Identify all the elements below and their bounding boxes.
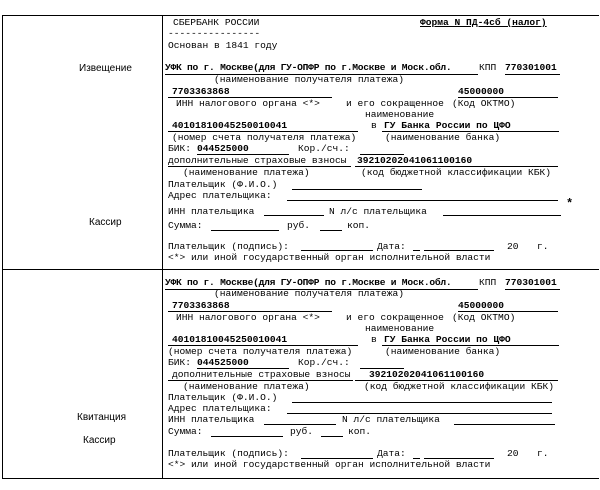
payer-inn-label: ИНН плательщика — [168, 206, 255, 217]
bik-value: 044525000 — [197, 143, 249, 154]
payer-name-field[interactable] — [292, 189, 422, 190]
oktmo-value: 45000000 — [458, 86, 505, 97]
receipt-label: Квитанция — [77, 412, 127, 423]
kor-label: Кор./сч.: — [298, 143, 350, 154]
bik-value-2: 044525000 — [197, 357, 249, 368]
address-field[interactable] — [287, 200, 558, 201]
inn-value-2: 7703363868 — [172, 300, 230, 311]
oktmo-value-2: 45000000 — [458, 300, 505, 311]
bank-caption: (наименование банка) — [385, 132, 501, 143]
short-name-caption: и его сокращенное — [346, 98, 444, 109]
rub-label: руб. — [287, 220, 311, 231]
payer-inn-label-2: ИНН плательщика — [168, 414, 255, 425]
address-label: Адрес плательщика: — [168, 190, 272, 201]
recipient-caption: (наименование получателя платежа) — [214, 74, 404, 85]
account-value: 40101810045250010041 — [172, 120, 288, 131]
frame-divider — [2, 269, 599, 270]
account-caption: (номер счета получателя платежа) — [172, 132, 357, 143]
cashier-top-label: Кассир — [89, 217, 122, 228]
in-label: в — [371, 120, 377, 131]
ls-label: N л/с плательщика — [329, 206, 427, 217]
ls-field-2[interactable] — [454, 424, 555, 425]
oktmo-caption-2: (Код ОКТМО) — [452, 312, 516, 323]
date-day-field[interactable] — [413, 250, 420, 251]
frame-top — [2, 15, 599, 16]
recipient-caption-2: (наименование получателя платежа) — [214, 288, 404, 299]
payment-name: дополнительные страховые взносы — [168, 155, 347, 166]
kpp-value-2: 770301001 — [505, 277, 557, 288]
oktmo-caption: (Код ОКТМО) — [452, 98, 516, 109]
year-suffix-2: г. — [537, 448, 549, 459]
year-suffix: г. — [537, 241, 549, 252]
payer-inn-field-2[interactable] — [264, 424, 336, 425]
kbk-caption-2: (код бюджетной классификации КБК) — [364, 381, 554, 392]
kpp-label: КПП — [479, 62, 497, 73]
signature-label: Плательщик (подпись): — [168, 241, 289, 252]
payment-caption: (наименование платежа) — [183, 167, 310, 178]
founded-text: Основан в 1841 году — [168, 40, 278, 51]
short-name-caption-b2: наименование — [365, 323, 435, 334]
payment-name-2: дополнительные страховые взносы — [172, 369, 351, 380]
kpp-underline — [505, 74, 560, 75]
signature-label-2: Плательщик (подпись): — [168, 448, 289, 459]
sum-label: Сумма: — [168, 220, 203, 231]
payer-name-field-2[interactable] — [292, 402, 552, 403]
bank-caption-2: (наименование банка) — [385, 346, 501, 357]
in-label-2: в — [371, 334, 377, 345]
payer-inn-field[interactable] — [264, 215, 324, 216]
short-name-caption-2: наименование — [365, 109, 435, 120]
inn-value: 7703363868 — [172, 86, 230, 97]
recipient-name: УФК по г. Москве(для ГУ-ОПФР по г.Москве и Моск.обл. — [165, 62, 452, 73]
star-mark: * — [566, 197, 574, 211]
inn-caption-2: ИНН налогового органа <*> — [176, 312, 320, 323]
sum-label-2: Сумма: — [168, 426, 203, 437]
cashier-bottom-label: Кассир — [83, 435, 116, 446]
kbk-caption: (код бюджетной классификации КБК) — [361, 167, 551, 178]
sum-rub-field-2[interactable] — [211, 436, 283, 437]
bik-label-2: БИК: — [168, 357, 192, 368]
kpp-value: 770301001 — [505, 62, 557, 73]
bank-value: ГУ Банка России по ЦФО — [384, 120, 511, 131]
frame-left — [2, 15, 3, 479]
sum-kop-field[interactable] — [320, 230, 342, 231]
rub-label-2: руб. — [290, 426, 314, 437]
frame-mid — [162, 15, 163, 479]
bank-value-2: ГУ Банка России по ЦФО — [384, 334, 511, 345]
kop-label: коп. — [347, 220, 371, 231]
bank-dashes: ---------------- — [168, 28, 261, 39]
footnote-2: <*> или иной государственный орган исполнительной власти — [168, 459, 491, 470]
date-label-2: Дата: — [377, 448, 406, 459]
sum-kop-field-2[interactable] — [321, 436, 343, 437]
account-value-2: 40101810045250010041 — [172, 334, 288, 345]
date-month-field[interactable] — [424, 250, 494, 251]
ls-field[interactable] — [443, 215, 561, 216]
bik-label: БИК: — [168, 143, 192, 154]
frame-bottom — [2, 478, 599, 479]
year-label: 20 — [507, 241, 519, 252]
signature-field[interactable] — [301, 250, 373, 251]
inn-caption: ИНН налогового органа <*> — [176, 98, 320, 109]
bank-name: СБЕРБАНК РОССИИ — [173, 17, 260, 28]
footnote: <*> или иной государственный орган исполнительной власти — [168, 252, 491, 263]
payer-label-2: Плательщик (Ф.И.О.) — [168, 392, 278, 403]
notice-label: Извещение — [79, 63, 132, 74]
kop-label-2: коп. — [348, 426, 372, 437]
kbk-value: 39210202041061100160 — [357, 155, 473, 166]
sum-rub-field[interactable] — [211, 230, 279, 231]
account-caption-2: (номер счета получателя платежа) — [168, 346, 353, 357]
payment-caption-2: (наименование платежа) — [183, 381, 310, 392]
kpp-underline-2 — [505, 289, 560, 290]
kbk-value-2: 39210202041061100160 — [369, 369, 485, 380]
kor-label-2: Кор./сч.: — [298, 357, 350, 368]
date-label: Дата: — [377, 241, 406, 252]
recipient-name-2: УФК по г. Москве(для ГУ-ОПФР по г.Москве и Моск.обл. — [165, 277, 452, 288]
short-name-caption-b: и его сокращенное — [346, 312, 444, 323]
form-title: Форма N ПД-4сб (налог) — [420, 17, 547, 28]
year-label-2: 20 — [507, 448, 519, 459]
ls-label-2: N л/с плательщика — [342, 414, 440, 425]
kpp-label-2: КПП — [479, 277, 497, 288]
payer-label: Плательщик (Ф.И.О.) — [168, 179, 278, 190]
address-label-2: Адрес плательщика: — [168, 403, 272, 414]
